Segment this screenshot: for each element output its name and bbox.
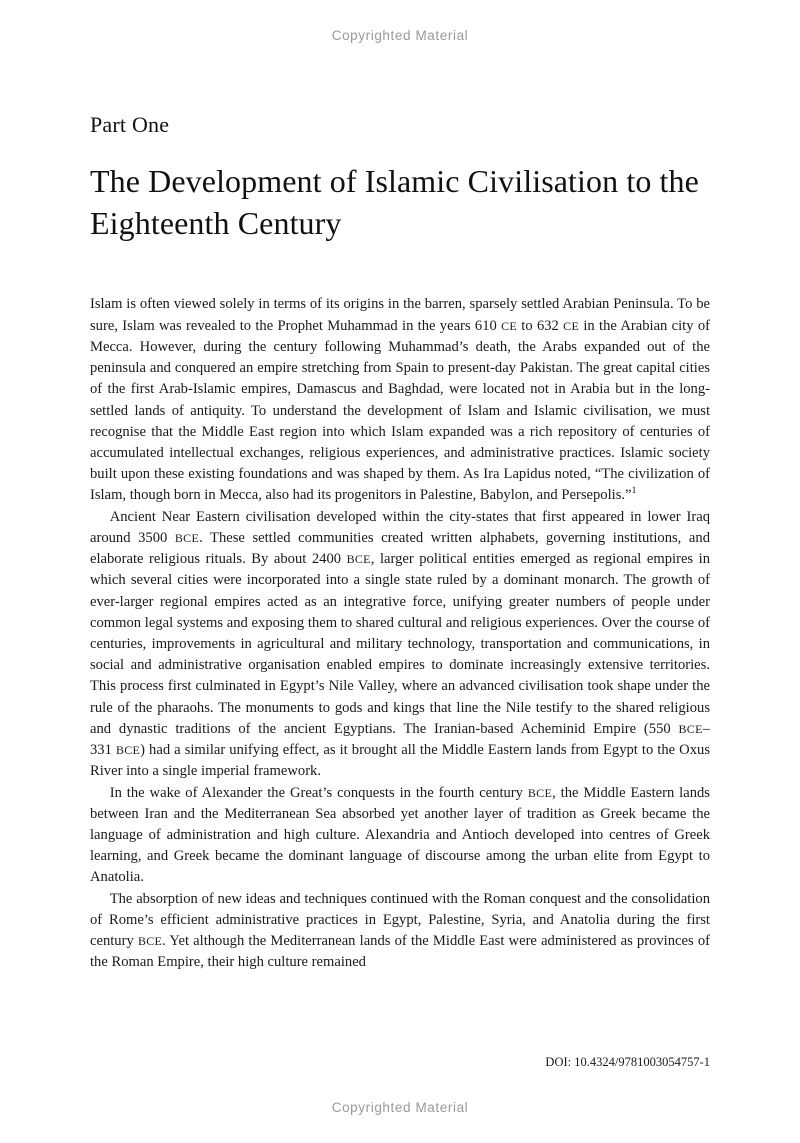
doi-text: DOI: 10.4324/9781003054757-1	[545, 1055, 710, 1069]
page-content	[90, 112, 710, 973]
paragraph-3: In the wake of Alexander the Great’s conquests in the fourth century BCE, the Middle Eastern lands between Iran and the Mediterranean Sea absorbed yet another layer of tradition as Greek became the language of administration and high culture. Alexandria and Antioch developed into centres of Greek learning, and Greek became the dominant language of discourse among the urban elite from Egypt to Anatolia.	[90, 784, 710, 886]
watermark-top: Copyrighted Material	[331, 28, 469, 43]
paragraph-2: Ancient Near Eastern civilisation developed within the city-states that first appeared in lower Iraq around 3500 BCE. These settled communities created written alphabets, governing institutions, and elaborate religious rituals. By about 2400 BCE, larger political entities emerged as regional empires in which several cities were incorporated into a single state ruled by a dominant monarch. The growth of ever-larger regional empires acted as an integrative force, unifying greater numbers of people under common legal systems and exposing them to shared cultural and religious experiences. Over the course of centuries, improvements in agricultural and military technology, transportation and communications, in social and administrative organisation enabled empires to dominate increasingly extensive territories. This process first culminated in Egypt’s Nile Valley, where an advanced civilisation took shape under the rule of the pharaohs. The monuments to gods and kings that line the Nile testify to the shared religious and dynastic traditions of the ancient Egyptians. The Iranian-based Acheminid Empire (550 BCE–331 BCE) had a similar unifying effect, as it brought all the Middle Eastern lands from Egypt to the Oxus River into a single imperial framework.	[90, 508, 710, 780]
paragraph-4: The absorption of new ideas and techniques continued with the Roman conquest and the consolidation of Rome’s efficient administrative practices in Egypt, Palestine, Syria, and Anatolia during the first century BCE. Yet although the Mediterranean lands of the Middle East were administered as provinces of the Roman Empire, their high culture remained	[90, 890, 710, 971]
page-title: The Development of Islamic Civilisation to the Eighteenth Century	[90, 163, 699, 242]
watermark-bottom: Copyrighted Material	[331, 1100, 469, 1115]
paragraph-1: Islam is often viewed solely in terms of its origins in the barren, sparsely settled Arabian Peninsula. To be sure, Islam was revealed to the Prophet Muhammad in the years 610 CE to 632 CE in the Arabian city of Mecca. However, during the century following Muhammad’s death, the Arabs expanded out of the peninsula and conquered an empire stretching from Spain to present-day Pakistan. The great capital cities of the first Arab-Islamic empires, Damascus and Baghdad, were located not in Arabia but in the long-settled lands of antiquity. To understand the development of Islam and Islamic civilisation, we must recognise that the Middle East region into which Islam expanded was a rich repository of centuries of accumulated intellectual exchanges, religious experiences, and administrative practices. Islamic society built upon these existing foundations and was shaped by them. As Ira Lapidus noted, “The civilization of Islam, though born in Mecca, also had its progenitors in Palestine, Babylon, and Persepolis.”$^1$	[90, 296, 710, 504]
part-label: Part One	[90, 112, 170, 137]
